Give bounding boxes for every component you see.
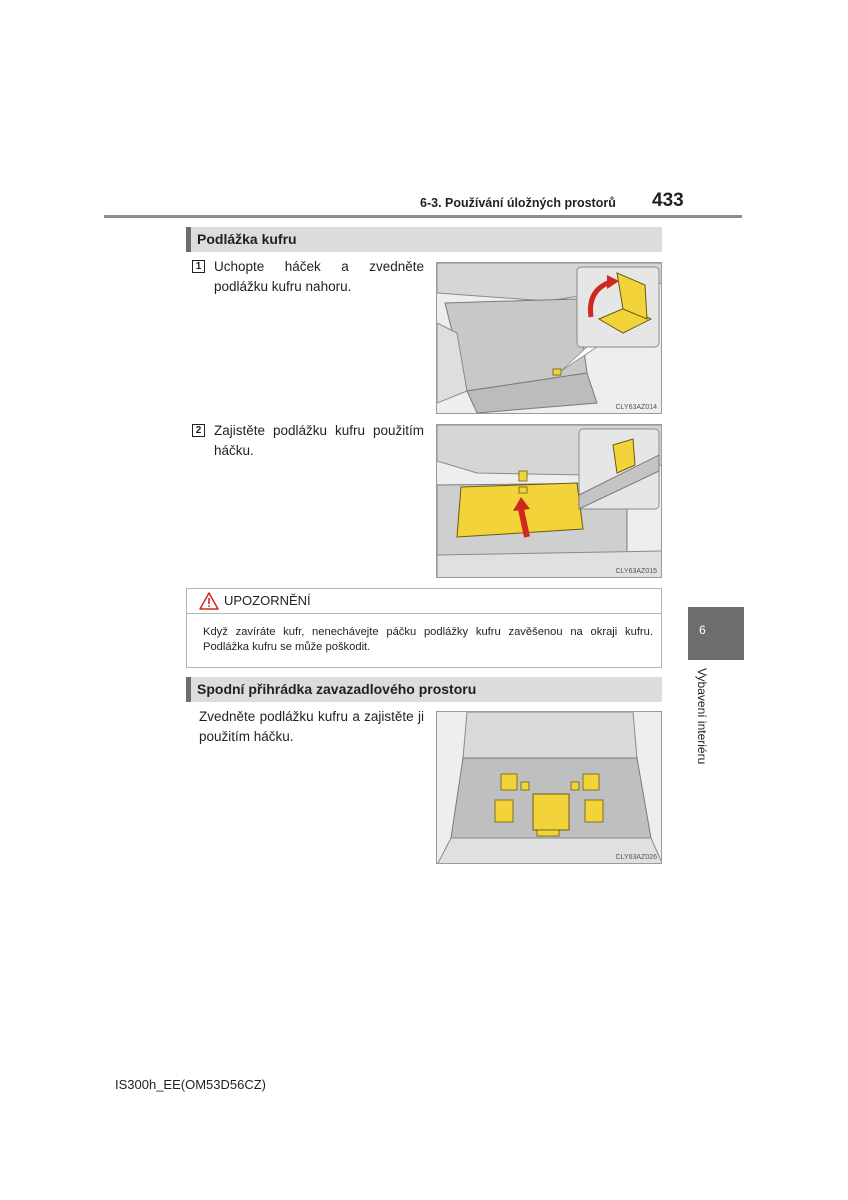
step-number-1: 1 xyxy=(192,260,205,273)
section-accent xyxy=(186,677,191,702)
step-2-text: Zajistěte podlážku kufru použitím háčku. xyxy=(214,423,424,458)
figure-code: CLY63AZ026 xyxy=(615,854,657,861)
figure-code: CLY63AZ014 xyxy=(615,404,657,411)
section-heading-trunk-floor xyxy=(186,227,662,252)
figure-under-floor-box xyxy=(436,711,662,864)
chapter-label: Vybavení interiéru xyxy=(695,668,709,765)
step-1-text: Uchopte háček a zvedněte podlážku kufru nahoru. xyxy=(214,259,424,294)
warning-header xyxy=(187,589,661,614)
header-rule xyxy=(104,215,742,218)
footer-code: IS300h_EE(OM53D56CZ) xyxy=(115,1077,267,1092)
warning-box xyxy=(186,588,662,668)
section-heading-label: Spodní přihrádka zavazadlového prostoru xyxy=(197,681,477,697)
section-heading-label: Podlážka kufru xyxy=(197,231,297,247)
figure-lift-trunk-floor xyxy=(436,262,662,414)
trunk-open-illustration xyxy=(437,263,662,414)
trunk-storage-compartments-illustration xyxy=(437,712,662,864)
warning-title: UPOZORNĚNÍ xyxy=(224,593,311,608)
warning-text: Když zavíráte kufr, nenechávejte páčku podlážky kufru zavěšenou na okraji kufru. Podlážka kufru se může poškodit. xyxy=(203,626,653,653)
chapter-tab xyxy=(688,607,744,660)
running-header-title: 6-3. Používání úložných prostorů xyxy=(420,196,616,210)
page-number: 433 xyxy=(652,190,684,211)
section-accent xyxy=(186,227,191,252)
figure-secure-trunk-floor xyxy=(436,424,662,578)
step-number-2: 2 xyxy=(192,424,205,437)
chapter-number: 6 xyxy=(699,623,706,637)
figure-code: CLY63AZ015 xyxy=(615,568,657,575)
trunk-floor-hook-illustration xyxy=(437,425,662,578)
section-heading-under-floor-box xyxy=(186,677,662,702)
warning-triangle-icon xyxy=(199,592,219,610)
under-floor-text: Zvedněte podlážku kufru a zajistěte ji použitím háčku. xyxy=(199,709,424,744)
